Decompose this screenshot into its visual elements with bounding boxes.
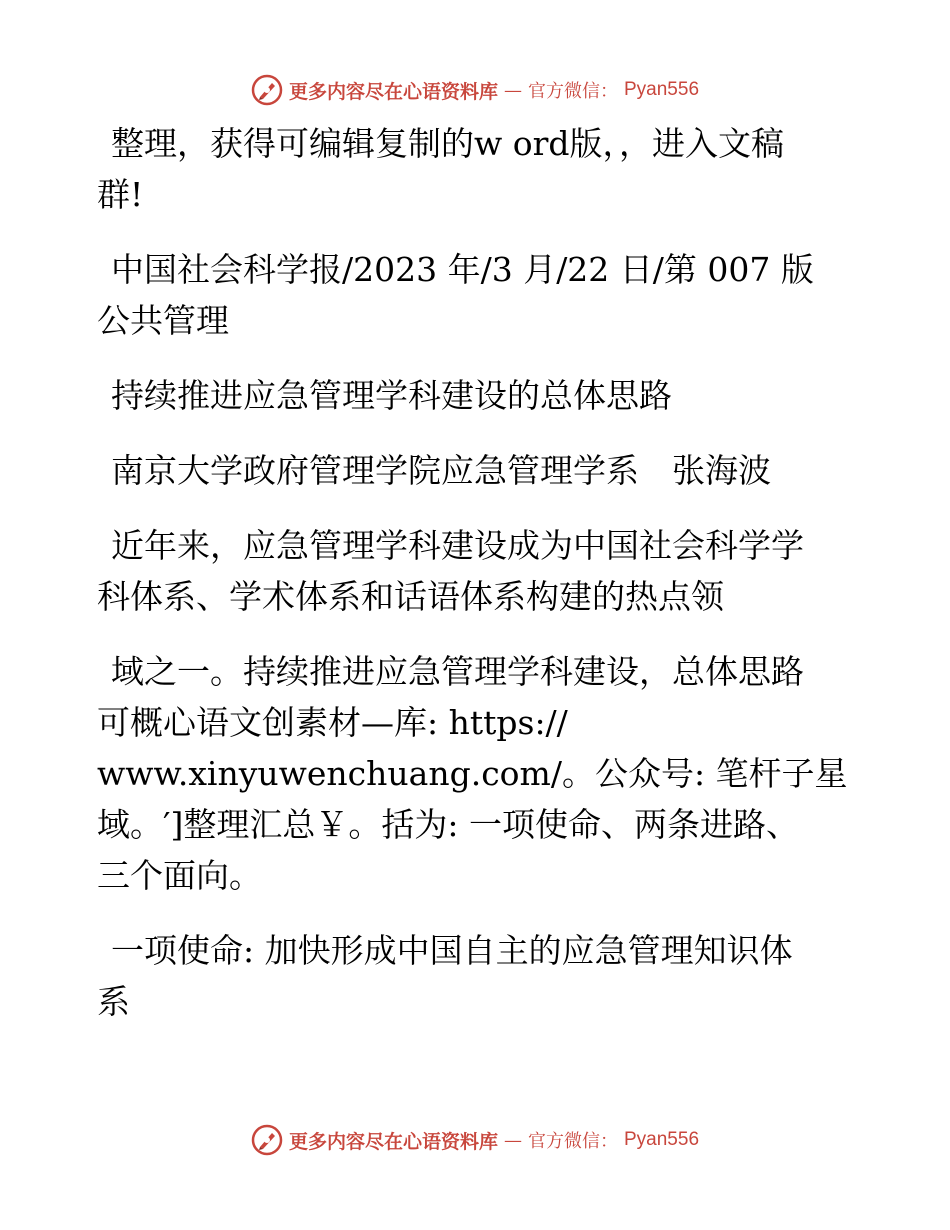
red-pen-emblem-icon <box>251 1124 283 1156</box>
banner-wechat-id: Pyan556 <box>624 1129 700 1150</box>
text-line: 系 <box>97 982 130 1021</box>
text-line: 中国社会科学报/2023 年/3 月/22 日/第 007 版 <box>111 250 814 289</box>
red-pen-emblem-icon <box>251 74 283 106</box>
header-banner <box>0 70 950 110</box>
text-line: 可概心语文创素材—库: https:// <box>97 703 568 742</box>
footer-banner <box>0 1120 950 1160</box>
paragraph-intro <box>97 118 887 220</box>
banner-main-text: 更多内容尽在心语资料库 <box>288 1130 498 1153</box>
paragraph-heading-mission <box>97 925 887 1027</box>
text-line: 科体系、学术体系和话语体系构建的热点领 <box>97 577 724 616</box>
text-line: 群! <box>97 175 144 214</box>
text-line: 近年来，应急管理学科建设成为中国社会科学学 <box>111 526 804 565</box>
banner-wechat-label: 官方微信： <box>528 81 618 102</box>
text-line: www.xinyuwenchuang.com/。公众号: 笔杆子星 <box>97 754 848 793</box>
paragraph-body-1 <box>97 520 887 622</box>
text-line: 公共管理 <box>97 301 229 340</box>
article-author <box>97 445 887 496</box>
banner-separator: — <box>504 79 522 101</box>
article-title <box>97 370 887 421</box>
banner-main-text: 更多内容尽在心语资料库 <box>288 80 498 103</box>
text-line: 三个面向。 <box>97 856 262 895</box>
document-body <box>97 118 887 1051</box>
paragraph-source <box>97 244 887 346</box>
text-line: 整理，获得可编辑复制的w ord版，，进入文稿 <box>111 124 785 163</box>
text-line: 持续推进应急管理学科建设的总体思路 <box>111 376 672 415</box>
banner-separator: — <box>504 1129 522 1151</box>
banner-wechat-id: Pyan556 <box>624 79 700 100</box>
text-line: 一项使命: 加快形成中国自主的应急管理知识体 <box>111 931 793 970</box>
text-line: 域之一。持续推进应急管理学科建设，总体思路 <box>111 652 804 691</box>
text-line: 南京大学政府管理学院应急管理学系 张海波 <box>111 451 771 490</box>
banner-wechat-label: 官方微信： <box>528 1131 618 1152</box>
paragraph-body-2 <box>97 646 887 901</box>
text-line: 域。′]整理汇总￥。括为: 一项使命、两条进路、 <box>97 805 799 844</box>
